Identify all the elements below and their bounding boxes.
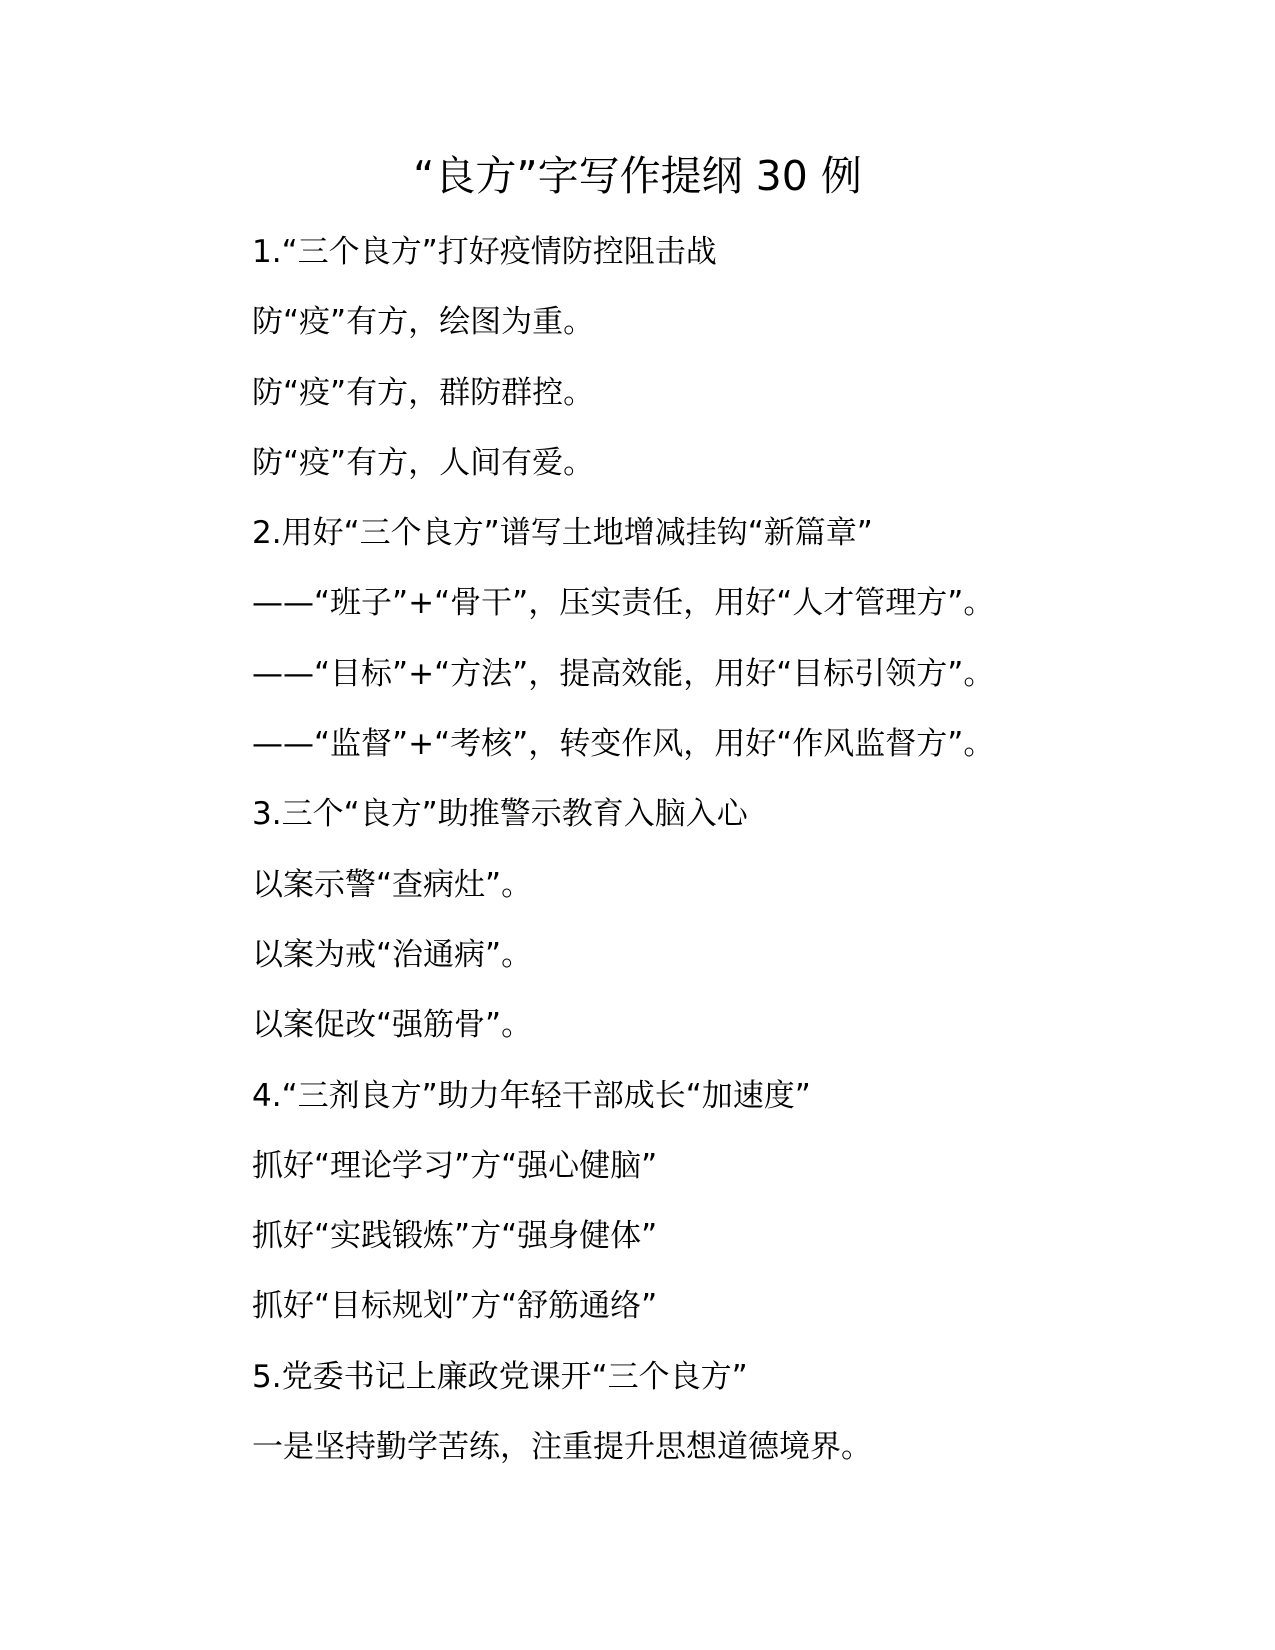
document-body <box>252 226 1252 1491</box>
paragraph-line: 防“疫”有方，群防群控。 <box>252 374 595 411</box>
paragraph-line: 以案促改“强筋骨”。 <box>252 1007 533 1044</box>
paragraph-line: 抓好“目标规划”方“舒筋通络” <box>252 1288 658 1325</box>
heading-2: 2.用好“三个良方”谱写土地增减挂钩“新篇章” <box>252 515 873 552</box>
paragraph-line: 抓好“实践锻炼”方“强身健体” <box>252 1218 658 1255</box>
heading-3: 3.三个“良方”助推警示教育入脑入心 <box>252 796 748 833</box>
paragraph-line: 抓好“理论学习”方“强心健脑” <box>252 1147 658 1184</box>
paragraph-line: 一是坚持勤学苦练，注重提升思想道德境界。 <box>252 1429 872 1466</box>
paragraph-line: ——“监督”+“考核”，转变作风，用好“作风监督方”。 <box>252 726 995 763</box>
document-title: “良方”字写作提纲 30 例 <box>413 152 862 200</box>
paragraph-line: ——“目标”+“方法”，提高效能，用好“目标引领方”。 <box>252 655 995 692</box>
paragraph-line: 以案为戒“治通病”。 <box>252 936 533 973</box>
heading-4: 4.“三剂良方”助力年轻干部成长“加速度” <box>252 1077 811 1114</box>
heading-1: 1.“三个良方”打好疫情防控阻击战 <box>252 234 717 270</box>
paragraph-line: ——“班子”+“骨干”，压实责任，用好“人才管理方”。 <box>252 585 995 622</box>
paragraph-line: 防“疫”有方，人间有爱。 <box>252 444 595 481</box>
heading-5: 5.党委书记上廉政党课开“三个良方” <box>252 1358 748 1395</box>
paragraph-line: 防“疫”有方，绘图为重。 <box>252 304 595 341</box>
paragraph-line: 以案示警“查病灶”。 <box>252 866 533 903</box>
